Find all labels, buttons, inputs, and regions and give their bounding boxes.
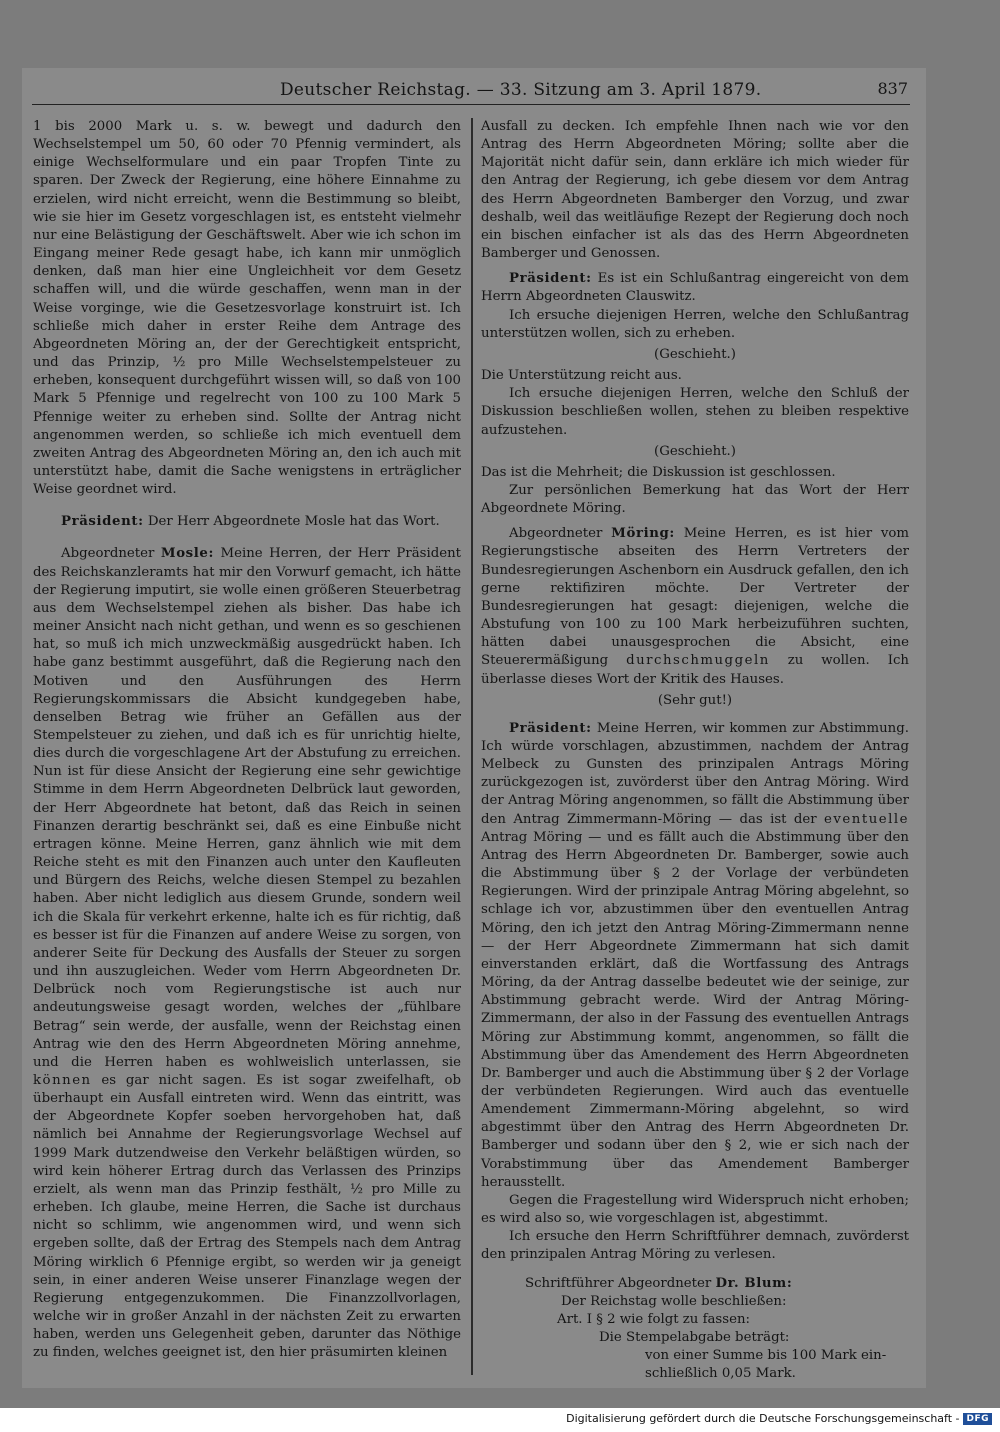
speech-text: Meine Herren, wir kommen zur Abstimmung. Ich würde vorschlagen, abzustimmen, nachdem der Antrag Melbeck zu Gunsten des prinzipalen Antrags Möring zurückgezogen ist, zuvörderst über den Antrag Möring. Wird der Antrag Möring angenommen, so fällt die Abstimmung über den Antrag Zimmermann-Möring — das ist der	[481, 720, 909, 827]
paragraph	[33, 513, 461, 531]
right-column	[481, 118, 909, 1383]
speaker-name: Präsident:	[509, 720, 592, 736]
speaker-name: Mosle:	[160, 546, 214, 562]
paragraph: Ich ersuche diejenigen Herren, welche den Schlußantrag unterstützen wollen, sich zu erheben.	[481, 307, 909, 341]
motion-line: von einer Summe bis 100 Mark ein-	[645, 1348, 887, 1364]
speech-text: Meine Herren, der Herr Präsident des Reichskanzleramts hat mir den Vorwurf gemacht, ich hätte der Regierung imputirt, sie wolle einen größeren Steuerbetrag aus dem Wechselstempel ziehen als bisher. Das habe ich meiner Ansicht nach nicht gethan, und wenn es so geschienen hat, so muß ich mich unzweckmäßig ausgedrückt haben. Ich habe ganz bestimmt ausgeführt, daß die Regierung nach den Motiven und den Ausführungen des Herrn Regierungskommissars die Absicht kundgegeben habe, denselben Betrag wie früher an Gefällen aus der Stempelsteuer zu ziehen, und daß ich es für unrichtig hielte, dies durch die vorgeschlagene Art der Abstufung zu erreichen. Nun ist für diese Ansicht der Regierung eine sehr gewichtige Stimme in dem Herrn Abgeordneten Delbrück laut geworden, der Herr Abgeordnete hat betont, daß das Reich in seinen Finanzen derartig beschränkt sei, daß es eine Einbuße nicht ertragen könne. Meine Herren, ganz ähnlich wie mit dem Reiche steht es mit den Finanzen auch unter den Kaufleuten und Bürgern des Reichs, welche diesen Stempel zu bezahlen haben. Aber nicht lediglich aus diesem Grunde, sondern weil ich die Skala für verkehrt erkenne, halte ich es für richtig, daß es besser ist für die Finanzen auf andere Weise zu sorgen, von anderer Seite für Deckung des Ausfalls der Steuer zu sorgen und ihn auszugleichen. Weder vom Herrn Abgeordneten Dr. Delbrück noch vom Regierungstische ist auch nur andeutungsweise gesagt worden, welches der „fühlbare Betrag“ sein werde, der ausfalle, wenn der Reichstag einen Antrag wie den des Herrn Abgeordneten Möring annehme, und die Herren haben es wohlweislich unterlassen, sie	[33, 546, 461, 1070]
speaker-name: Präsident:	[509, 271, 592, 287]
paragraph: 1 bis 2000 Mark u. s. w. bewegt und dadurch den Wechselstempel um 50, 60 oder 70 Pfennig vermindert, als einige Wechselformulare und ein paar Tropfen Tinte zu sparen. Der Zweck der Regierung, eine höhere Einnahme zu erzielen, wird nicht erreicht, wenn die Bestimmung so bleibt, wie sie hier im Gesetz vorgeschlagen ist, es entsteht vielmehr nur eine Belästigung der Geschäftswelt. Aber wie ich schon im Eingang meiner Rede gesagt habe, ich kann mir unmöglich denken, daß man hier eine Ungleichheit vor dem Gesetz schaffen will, und die würde geschaffen, wenn man in der Weise vorginge, wie die Gesetzesvorlage konstruirt ist. Ich schließe mich daher in erster Reihe dem Antrage des Abgeordneten Möring an, der der Gerechtigkeit entspricht, und das Prinzip, ½ pro Mille Wechselstempelsteuer zu erheben, konsequent durchgeführt wissen will, so daß von 100 Mark 5 Pfennige und regelrecht von 100 zu 100 Mark 5 Pfennige weiter zu erheben sind. Sollte der Antrag nicht angenommen werden, so schließe ich mich eventuell dem zweiten Antrag des Abgeordneten Möring an, den ich auch mit unterstützt habe, damit die Sache wenigstens in erträglicher Weise geordnet wird.	[33, 119, 461, 498]
column-divider	[471, 118, 473, 1375]
paragraph	[481, 270, 909, 306]
paragraph	[481, 525, 909, 688]
motion-line	[481, 1275, 909, 1293]
motion-line: Art. I § 2 wie folgt zu fassen:	[557, 1311, 750, 1327]
speaker-name: Dr. Blum:	[715, 1275, 793, 1291]
paragraph: Die Unterstützung reicht aus.	[481, 368, 682, 384]
paragraph: Ich ersuche diejenigen Herren, welche den Schluß der Diskussion beschließen wollen, stehen zu bleiben respektive aufzustehen.	[481, 386, 909, 438]
motion-line: Die Stempelabgabe beträgt:	[599, 1330, 790, 1345]
motion-text	[481, 1275, 909, 1384]
emphasis-text: können	[33, 1072, 92, 1088]
left-column	[33, 118, 461, 1362]
speech-text: Der Herr Abgeordnete Mosle hat das Wort.	[143, 514, 440, 530]
digitization-footer	[566, 1412, 992, 1425]
speech-text: Antrag Möring — und es fällt auch die Abstimmung über den Antrag des Herrn Abgeordneten Dr. Bamberger, sowie auch die Abstimmung über § 2 der Vorlage der verbündeten Regierungen. Wird der prinzipale Antrag Möring abgelehnt, so schlage ich vor, abzustimmen über den eventuellen Antrag Möring, den ich jetzt den Antrag Möring-Zimmermann nenne — der Herr Abgeordnete Zimmermann hat sich damit einverstanden erklärt, daß die Wortfassung des Antrags Möring, da der Antrag dasselbe bedeutet wie der seinige, zur Abstimmung gebracht werde. Wird der Antrag Möring-Zimmermann, der also in der Fassung des eventuellen Antrags Möring zur Abstimmung kommt, angenommen, so fällt die Abstimmung über das Amendement des Herrn Abgeordneten Dr. Bamberger und auch die Abstimmung über § 2 der Vorlage der verbündeten Regierungen. Wird auch das eventuelle Amendement Zimmermann-Möring abgelehnt, so wird abgestimmt über den Antrag des Herrn Abgeordneten Dr. Bamberger und sodann über den § 2, wie er sich nach der Vorabstimmung über das Amendement Bamberger herausstellt.	[481, 829, 909, 1190]
paragraph: Zur persönlichen Bemerkung hat das Wort der Herr Abgeordnete Möring.	[481, 482, 909, 517]
stage-direction: (Sehr gut!)	[657, 692, 733, 708]
footer-text: Digitalisierung gefördert durch die Deutsche Forschungsgemeinschaft -	[566, 1412, 960, 1425]
paragraph: Gegen die Fragestellung wird Widerspruch nicht erhoben; es wird also so, wie vorgeschlagen ist, abgestimmt.	[481, 1192, 909, 1227]
emphasis-text: durchschmuggeln	[626, 653, 770, 669]
paragraph: Ich ersuche den Herrn Schriftführer demnach, zuvörderst den prinzipalen Antrag Möring zu verlesen.	[481, 1229, 909, 1263]
speaker-name: Präsident:	[61, 514, 144, 530]
speaker-name: Möring:	[611, 526, 675, 542]
emphasis-text: eventuelle	[824, 811, 909, 827]
speaker-role: Schriftführer Abgeordneter	[525, 1275, 716, 1291]
speech-text: Meine Herren, es ist hier vom Regierungstische abseiten des Herrn Vertreters der Bundesregierungen Aschenborn ein Ausdruck gefallen, den ich gerne rektifiziren möchte. Der Vertreter der Bundesregierungen hat gesagt: diejenigen, welche die Abstufung von 100 zu 100 Mark herbeizuführen suchten, hätten dabei unausgesprochen die Absicht, eine Steuerermäßigung	[481, 526, 909, 669]
page-number: 837	[877, 79, 908, 98]
motion-line: schließlich 0,05 Mark.	[645, 1366, 796, 1382]
page-header	[32, 76, 910, 105]
stage-direction: (Geschieht.)	[654, 443, 736, 459]
speech-text: zu wollen. Ich überlasse dieses Wort der Kritik des Hauses.	[481, 653, 909, 687]
stage-direction: (Geschieht.)	[654, 346, 736, 362]
running-title: Deutscher Reichstag. — 33. Sitzung am 3. April 1879.	[280, 80, 762, 100]
speech-text: Es ist ein Schlußantrag eingereicht von dem Herrn Abgeordneten Clauswitz.	[481, 271, 909, 305]
speech-text: es gar nicht sagen. Es ist sogar zweifelhaft, ob überhaupt ein Ausfall eintreten wird. Wenn das eintritt, was der Abgeordnete Kopfer soeben hervorgehoben hat, daß nämlich bei Annahme der Regierungsvorlage Wechsel auf 1999 Mark dutzendweise den Verkehr beläßtigen würden, so wird kein höherer Ertrag durch das Verlassen des Prinzips erzielt, als wenn man das Prinzip festhält, ½ pro Mille zu erheben. Ich glaube, meine Herren, die Sache ist durchaus nicht so schlimm, wie angenommen wird, und wenn sich ergeben sollte, daß der Ertrag des Stempels nach dem Antrag Möring wirklich 6 Pfennige ergibt, so werden wir ja geneigt sein, in einer anderen Weise unserer Finanzlage wegen der Regierung entgegenzukommen. Die Finanzzollvorlagen, welche wir in großer Anzahl in der nächsten Zeit zu erwarten haben, werden uns Gelegenheit geben, darunter das Nöthige zu finden, welches geeignet ist, den hier präsumirten kleinen	[33, 1072, 461, 1361]
dfg-logo: DFG	[963, 1413, 992, 1425]
paragraph	[33, 545, 461, 1362]
paragraph	[481, 720, 909, 1192]
motion-line: Der Reichstag wolle beschließen:	[561, 1293, 787, 1309]
speaker-role: Abgeordneter	[509, 526, 612, 542]
paragraph: Ausfall zu decken. Ich empfehle Ihnen nach wie vor den Antrag des Herrn Abgeordneten Möring; sollte aber die Majorität nicht dafür sein, dann erkläre ich mich wieder für den Antrag der Regierung, ich gebe diesem vor dem Antrag des Herrn Abgeordneten Bamberger den Vorzug, und zwar deshalb, weil das weitläufige Rezept der Regierung doch noch ein bischen einfacher ist als das des Herrn Abgeordneten Bamberger und Genossen.	[481, 119, 909, 262]
paragraph: Das ist die Mehrheit; die Diskussion ist geschlossen.	[481, 464, 836, 480]
speaker-role: Abgeordneter	[61, 546, 161, 562]
